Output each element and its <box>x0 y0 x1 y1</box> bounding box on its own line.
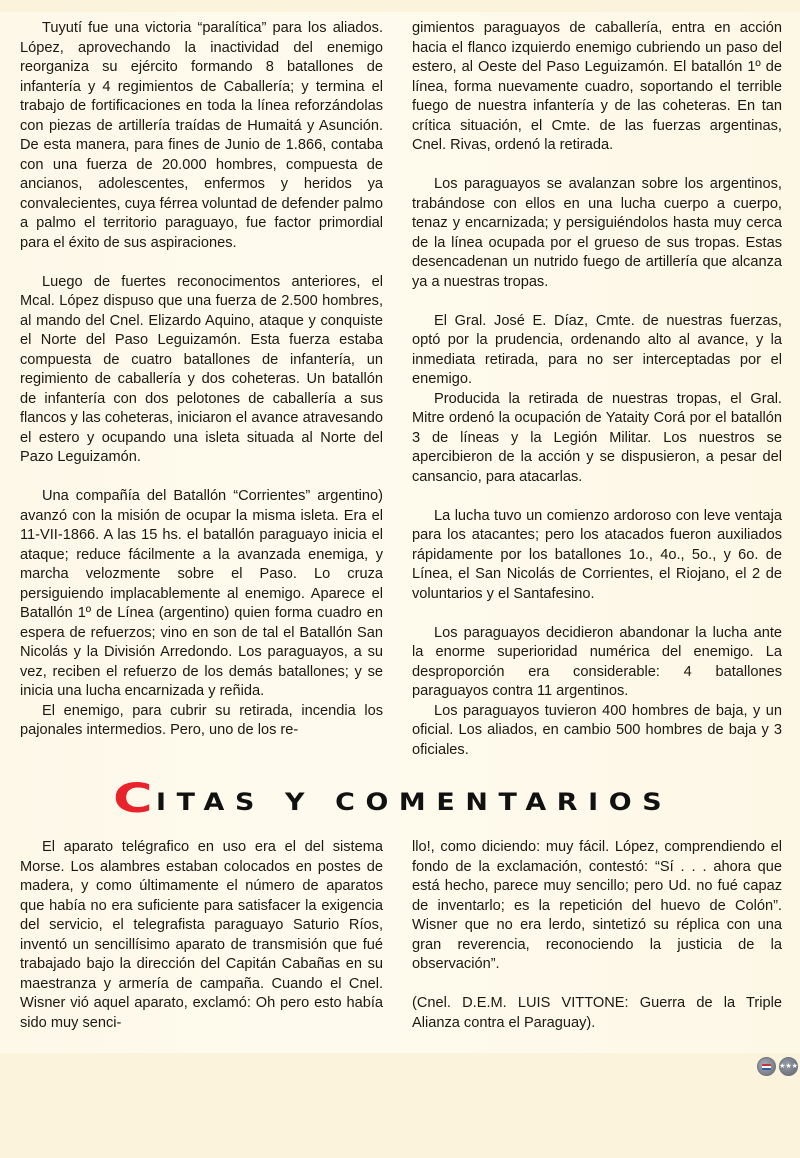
comments-column-right <box>412 838 782 1033</box>
article-columns <box>20 19 782 760</box>
heading-initial-letter: C <box>113 776 153 822</box>
paragraph: Luego de fuertes reconocimentos anteriores, el Mcal. López dispuso que una fuerza de 2.500 hombres, al mando del Cnel. Elizardo Aquino, ataque y conquiste el Norte del Paso Leguizamón. Esta fuerza estaba compuesta de cuatro batallones de infantería, un regimiento de caballería y dos coheteras. Un batallón de infantería con dos pelotones de caballería a sus flancos y las coheteras, iniciaron el avance atravesando el estero y ocupando una isleta situada al Norte del Pazo Leguizamón. <box>20 273 383 465</box>
paraguay-flag-seal-icon[interactable] <box>757 1057 776 1076</box>
citation: (Cnel. D.E.M. LUIS VITTONE: Guerra de la Triple Alianza contra el Paraguay). <box>412 995 782 1031</box>
article-column-top-left <box>20 19 383 741</box>
paragraph: llo!, como diciendo: muy fácil. López, comprendiendo el fondo de la exclamación, contestó: “Sí . . . ahora que está hecho, parece muy sencillo; pero Ud. no fué capaz de inventarlo; es la repetición del huevo de Colón”. Wisner que no era lerdo, sintetizó su réplica con una gran reverencia, reconociendo la justicia de la observación”. <box>412 839 782 972</box>
page-badges <box>0 1053 800 1084</box>
paragraph: El aparato telégrafico en uso era el del sistema Morse. Los alambres estaban colocados en postes de madera, y como últimamente el número de aparatos que había no era suficiente para satisfacer la exigencia del servicio, el telegrafista paraguayo Saturio Ríos, inventó un sencillísimo aparato de transmisión que fué trabajado bajo la dirección del Capitán Cabañas en su maestranza y armería de campaña. Cuando el Cnel. Wisner vió aquel aparato, exclamó: Oh pero esto había sido muy senci- <box>20 839 383 1031</box>
stars-seal-icon[interactable]: ★★★ <box>779 1057 798 1076</box>
article-column-top-right <box>412 19 782 760</box>
paragraph: Los paraguayos tuvieron 400 hombres de baja, y un oficial. Los aliados, en cambio 500 hombres de baja y 3 oficiales. <box>412 702 782 758</box>
comments-columns <box>20 838 782 1033</box>
section-heading <box>113 776 782 822</box>
paragraph: Los paraguayos se avalanzan sobre los argentinos, trabándose con ellos en una lucha cuerpo a cuerpo, tenaz y encarnizada; y persiguiéndolos hasta muy cerca de la línea ocupada por el grueso de sus tropas. Estas desencadenan un nutrido fuego de artillería que alcanza ya a nuestras tropas. <box>412 176 782 290</box>
comments-column-left <box>20 838 383 1033</box>
paragraph: Una compañía del Batallón “Corrientes” argentino) avanzó con la misión de ocupar la misma isleta. Era el 11-VII-1866. A las 15 hs. el batallón paraguayo inicia el ataque; reduce fácilmente a la avanzada enemiga, y marcha velozmente sobre el Paso. Lo cruza persiguiendo implacablemente al enemigo. Aparece el Batallón 1º de Línea (argentino) quien forma cuadro en espera de refuerzos; vino en son de tal el Batallón San Nicolás y la División Arredondo. Los paraguayos, a su vez, reciben el refuerzo de los demás batallones; y se inicia una lucha encarnizada y reñida. <box>20 488 383 699</box>
heading-text: ITAS Y COMENTARIOS <box>156 788 673 816</box>
paragraph: gimientos paraguayos de caballería, entra en acción hacia el flanco izquierdo enemigo cubriendo un paso del estero, al Oeste del Paso Leguizamón. El batallón 1º de línea, forma nuevamente cuadro, soportando el terrible fuego de nuestra infantería y de las coheteras. En tan crítica situación, el Cmte. de las fuerzas argentinas, Cnel. Rivas, ordenó la retirada. <box>412 20 782 153</box>
paragraph: La lucha tuvo un comienzo ardoroso con leve ventaja para los atacantes; pero los atacados fueron auxiliados rápidamente por los batallones 1o., 4o., 5o., y 6o. de Línea, el San Nicolás de Corrientes, el Riojano, el 2 de voluntarios y el Santafesino. <box>412 507 782 602</box>
paragraph: El enemigo, para cubrir su retirada, incendia los pajonales intermedios. Pero, uno de los re- <box>20 702 383 738</box>
paragraph: Tuyutí fue una victoria “paralítica” para los aliados. López, aprovechando la inactividad del enemigo reorganiza su ejército formando 8 batallones de infantería y 4 regimientos de Caballería; y termina el trabajo de fortificaciones en toda la línea reforzándolas con piezas de artillería traídas de Humaitá y Asunción. De esta manera, para fines de Junio de 1.866, contaba con una fuerza de 20.000 hombres, compuesta de ancianos, adolescentes, enfermos y heridos ya convalecientes, cuya férrea voluntad de defender palmo a palmo el territorio paraguayo, fue factor primordial para el éxito de sus aspiraciones. <box>20 20 383 251</box>
page-paper <box>0 12 800 1053</box>
paragraph: El Gral. José E. Díaz, Cmte. de nuestras fuerzas, optó por la prudencia, ordenando alto al avance, y la inmediata retirada, para no ser interceptadas por el enemigo. <box>412 312 782 387</box>
paragraph: Producida la retirada de nuestras tropas, el Gral. Mitre ordenó la ocupación de Yataity Corá por el batallón 3 de líneas y la Legión Militar. Los nuestros se apercibieron de la acción y se dispusieron, a pesar del cansancio, para atacarlas. <box>412 390 782 485</box>
paragraph: Los paraguayos decidieron abandonar la lucha ante la enorme superioridad numérica del enemigo. La desproporción era considerable: 4 batallones paraguayos contra 11 argentinos. <box>412 624 782 699</box>
